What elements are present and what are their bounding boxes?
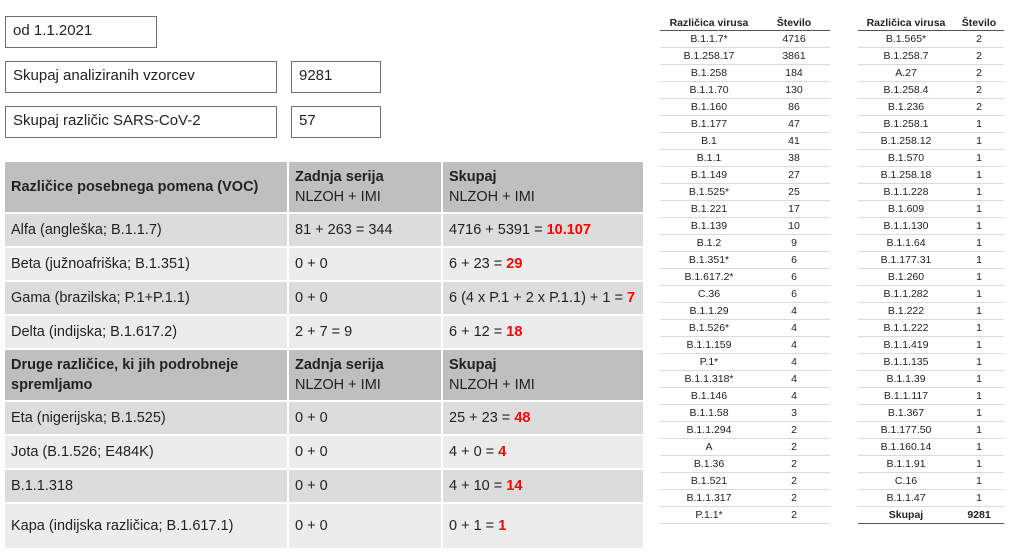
table-row xyxy=(858,388,1004,405)
table-row xyxy=(858,82,1004,99)
variant-count: 1 xyxy=(954,456,1004,473)
header-title: Zadnja serija xyxy=(295,357,384,373)
variant-count: 1 xyxy=(954,473,1004,490)
variant-count: 6 xyxy=(758,286,830,303)
variant-count: 4 xyxy=(758,337,830,354)
variant-name: B.1.149 xyxy=(660,167,758,184)
header-subtitle: NLZOH + IMI xyxy=(295,377,381,393)
table-row xyxy=(660,337,830,354)
variant-counts-right-body xyxy=(858,31,1004,524)
variant-count: 2 xyxy=(758,507,830,524)
variant-name: B.1.2 xyxy=(660,235,758,252)
table-row xyxy=(660,422,830,439)
variant-name: B.1.258.12 xyxy=(858,133,954,150)
variant-name: B.1.1.39 xyxy=(858,371,954,388)
table-row xyxy=(858,456,1004,473)
total-cell xyxy=(442,213,643,247)
table-row xyxy=(858,218,1004,235)
variant-name: B.1.521 xyxy=(660,473,758,490)
table-row xyxy=(5,213,643,247)
samples-value: 9281 xyxy=(291,61,381,93)
table-row xyxy=(660,65,830,82)
total-value: 18 xyxy=(506,324,523,340)
variant-name: B.1.1.159 xyxy=(660,337,758,354)
other-header-total xyxy=(442,349,643,401)
table-row xyxy=(858,269,1004,286)
variant-name: Beta (južnoafriška; B.1.351) xyxy=(5,247,288,281)
table-row xyxy=(660,48,830,65)
table-row xyxy=(858,184,1004,201)
variants-of-concern-table xyxy=(5,162,643,550)
table-row xyxy=(660,218,830,235)
table-row xyxy=(858,405,1004,422)
table-header-row xyxy=(660,16,830,31)
variants-value: 57 xyxy=(291,106,381,138)
variant-name: B.1.146 xyxy=(660,388,758,405)
variant-name: B.1.139 xyxy=(660,218,758,235)
variant-name: B.1.258 xyxy=(660,65,758,82)
variant-count: 2 xyxy=(954,31,1004,48)
table-row xyxy=(858,201,1004,218)
table-row xyxy=(660,99,830,116)
table-row xyxy=(5,469,643,503)
table-row xyxy=(858,150,1004,167)
variant-name: Jota (B.1.526; E484K) xyxy=(5,435,288,469)
variant-count: 6 xyxy=(758,252,830,269)
variant-name: P.1.1* xyxy=(660,507,758,524)
table-row xyxy=(5,401,643,435)
variant-column-header: Različica virusa xyxy=(660,16,758,31)
variant-count: 6 xyxy=(758,269,830,286)
table-row xyxy=(660,439,830,456)
variant-name: B.1.1.117 xyxy=(858,388,954,405)
total-cell xyxy=(442,315,643,349)
last-series-value: 0 + 0 xyxy=(288,469,442,503)
variant-name: B.1.1.70 xyxy=(660,82,758,99)
variant-name: B.1.177 xyxy=(660,116,758,133)
table-row xyxy=(660,473,830,490)
last-series-value: 0 + 0 xyxy=(288,435,442,469)
table-row xyxy=(858,116,1004,133)
table-header-row xyxy=(858,16,1004,31)
table-row xyxy=(858,286,1004,303)
total-value: 48 xyxy=(514,410,531,426)
total-expression: 6 (4 x P.1 + 2 x P.1.1) + 1 = xyxy=(449,290,628,306)
variant-count: 2 xyxy=(954,82,1004,99)
variant-name: B.1.1.64 xyxy=(858,235,954,252)
table-row xyxy=(5,281,643,315)
table-row xyxy=(858,252,1004,269)
variant-count: 4 xyxy=(758,354,830,371)
table-row xyxy=(660,456,830,473)
total-expression: 4716 + 5391 = xyxy=(449,222,547,238)
header-subtitle: NLZOH + IMI xyxy=(295,189,381,205)
header-subtitle: NLZOH + IMI xyxy=(449,189,535,205)
variant-count: 1 xyxy=(954,116,1004,133)
table-row xyxy=(858,65,1004,82)
total-expression: 6 + 12 = xyxy=(449,324,507,340)
variant-name: Delta (indijska; B.1.617.2) xyxy=(5,315,288,349)
variant-count: 4 xyxy=(758,320,830,337)
table-row xyxy=(660,167,830,184)
table-row xyxy=(858,133,1004,150)
variant-count: 1 xyxy=(954,184,1004,201)
variant-count: 4 xyxy=(758,303,830,320)
variant-count: 1 xyxy=(954,320,1004,337)
table-row xyxy=(858,439,1004,456)
variant-count: 4716 xyxy=(758,31,830,48)
variant-name: Eta (nigerijska; B.1.525) xyxy=(5,401,288,435)
table-row xyxy=(5,315,643,349)
variant-count: 17 xyxy=(758,201,830,218)
total-value: 7 xyxy=(627,290,636,306)
samples-label: Skupaj analiziranih vzorcev xyxy=(5,61,277,93)
table-row xyxy=(858,490,1004,507)
total-expression: 4 + 10 = xyxy=(449,478,507,494)
other-variants-header-row xyxy=(5,349,643,401)
variant-name: C.36 xyxy=(660,286,758,303)
variant-name: B.1.258.7 xyxy=(858,48,954,65)
table-row xyxy=(5,503,643,549)
other-header-last-series xyxy=(288,349,442,401)
total-cell xyxy=(442,435,643,469)
variant-name: C.16 xyxy=(858,473,954,490)
table-row xyxy=(660,507,830,524)
variant-count: 1 xyxy=(954,388,1004,405)
variant-count: 184 xyxy=(758,65,830,82)
table-row xyxy=(660,405,830,422)
table-row xyxy=(660,184,830,201)
table-row xyxy=(858,371,1004,388)
variant-count: 38 xyxy=(758,150,830,167)
variant-count: 130 xyxy=(758,82,830,99)
variant-name: B.1.258.17 xyxy=(660,48,758,65)
table-row xyxy=(660,133,830,150)
variant-count: 1 xyxy=(954,133,1004,150)
voc-header-label: Različice posebnega pomena (VOC) xyxy=(5,162,288,213)
table-row xyxy=(660,269,830,286)
total-cell xyxy=(442,469,643,503)
total-expression: 4 + 0 = xyxy=(449,444,499,460)
total-expression: 0 + 1 = xyxy=(449,518,499,534)
variant-name: B.1.351* xyxy=(660,252,758,269)
variant-count: 1 xyxy=(954,286,1004,303)
variant-name: B.1.160.14 xyxy=(858,439,954,456)
variant-count: 1 xyxy=(954,490,1004,507)
variant-count: 1 xyxy=(954,422,1004,439)
table-row xyxy=(858,320,1004,337)
variant-name: B.1.1.91 xyxy=(858,456,954,473)
variant-count: 1 xyxy=(954,269,1004,286)
variant-counts-table-right xyxy=(858,16,1004,524)
variant-name: B.1.525* xyxy=(660,184,758,201)
variant-name: B.1.1.29 xyxy=(660,303,758,320)
voc-header-row xyxy=(5,162,643,213)
table-row xyxy=(660,354,830,371)
table-row xyxy=(660,388,830,405)
variant-count: 3861 xyxy=(758,48,830,65)
total-expression: 25 + 23 = xyxy=(449,410,515,426)
total-value: 10.107 xyxy=(546,222,591,238)
variant-counts-table-left xyxy=(660,16,830,524)
header-title: Zadnja serija xyxy=(295,169,384,185)
variant-name: B.1.258.18 xyxy=(858,167,954,184)
variant-count: 2 xyxy=(758,456,830,473)
voc-header-total xyxy=(442,162,643,213)
variant-name: P.1* xyxy=(660,354,758,371)
table-row xyxy=(858,167,1004,184)
variant-count: 1 xyxy=(954,337,1004,354)
total-cell xyxy=(442,281,643,315)
table-row xyxy=(660,320,830,337)
total-cell xyxy=(442,503,643,549)
variant-count: 1 xyxy=(954,150,1004,167)
header-subtitle: NLZOH + IMI xyxy=(449,377,535,393)
last-series-value: 0 + 0 xyxy=(288,247,442,281)
total-count: 9281 xyxy=(954,507,1004,524)
voc-header-last-series xyxy=(288,162,442,213)
variant-name: B.1.1.228 xyxy=(858,184,954,201)
variant-name: B.1.565* xyxy=(858,31,954,48)
table-row xyxy=(858,303,1004,320)
variant-count: 1 xyxy=(954,201,1004,218)
variant-count: 2 xyxy=(758,439,830,456)
variant-name: Gama (brazilska; P.1+P.1.1) xyxy=(5,281,288,315)
total-value: 1 xyxy=(498,518,507,534)
total-value: 14 xyxy=(506,478,523,494)
variant-count: 2 xyxy=(954,65,1004,82)
variant-count: 2 xyxy=(954,48,1004,65)
variant-name: B.1.1.318* xyxy=(660,371,758,388)
table-row xyxy=(858,422,1004,439)
variant-name: B.1.1.130 xyxy=(858,218,954,235)
variant-count: 2 xyxy=(758,490,830,507)
date-range-box: od 1.1.2021 xyxy=(5,16,157,48)
table-row xyxy=(858,473,1004,490)
variant-name: Kapa (indijska različica; B.1.617.1) xyxy=(5,503,288,549)
table-row xyxy=(660,286,830,303)
variant-count: 4 xyxy=(758,388,830,405)
variant-name: A.27 xyxy=(858,65,954,82)
table-row xyxy=(660,201,830,218)
header-title: Skupaj xyxy=(449,169,497,185)
variant-column-header: Različica virusa xyxy=(858,16,954,31)
variant-count: 10 xyxy=(758,218,830,235)
total-expression: 6 + 23 = xyxy=(449,256,507,272)
variant-count: 9 xyxy=(758,235,830,252)
variant-count: 47 xyxy=(758,116,830,133)
table-row xyxy=(858,235,1004,252)
table-row xyxy=(5,435,643,469)
table-row xyxy=(660,303,830,320)
variant-count: 4 xyxy=(758,371,830,388)
variant-count: 1 xyxy=(954,303,1004,320)
total-cell xyxy=(442,401,643,435)
variant-count: 86 xyxy=(758,99,830,116)
last-series-value: 81 + 263 = 344 xyxy=(288,213,442,247)
table-row xyxy=(858,99,1004,116)
variant-count: 41 xyxy=(758,133,830,150)
variant-name: B.1.367 xyxy=(858,405,954,422)
variant-name: B.1.570 xyxy=(858,150,954,167)
variant-name: B.1.1.222 xyxy=(858,320,954,337)
variant-name: B.1.1.58 xyxy=(660,405,758,422)
variant-name: B.1 xyxy=(660,133,758,150)
total-row xyxy=(858,507,1004,524)
variant-name: B.1.1.318 xyxy=(5,469,288,503)
table-row xyxy=(660,235,830,252)
table-row xyxy=(858,48,1004,65)
variant-name: B.1.36 xyxy=(660,456,758,473)
table-row xyxy=(660,116,830,133)
variant-count: 25 xyxy=(758,184,830,201)
variant-count: 1 xyxy=(954,439,1004,456)
table-row xyxy=(858,31,1004,48)
variants-label: Skupaj različic SARS-CoV-2 xyxy=(5,106,277,138)
variant-name: B.1.1.419 xyxy=(858,337,954,354)
variant-name: B.1.260 xyxy=(858,269,954,286)
variant-counts-left-body xyxy=(660,31,830,524)
variant-name: Alfa (angleška; B.1.1.7) xyxy=(5,213,288,247)
table-row xyxy=(660,150,830,167)
total-value: 29 xyxy=(506,256,523,272)
total-value: 4 xyxy=(498,444,507,460)
variant-count: 1 xyxy=(954,354,1004,371)
variant-name: B.1.609 xyxy=(858,201,954,218)
table-row xyxy=(660,252,830,269)
header-title: Skupaj xyxy=(449,357,497,373)
table-row xyxy=(660,371,830,388)
variant-count: 1 xyxy=(954,218,1004,235)
variant-name: B.1.1.317 xyxy=(660,490,758,507)
variant-name: B.1.177.50 xyxy=(858,422,954,439)
last-series-value: 2 + 7 = 9 xyxy=(288,315,442,349)
variant-name: B.1.258.4 xyxy=(858,82,954,99)
variant-name: B.1.1.294 xyxy=(660,422,758,439)
table-row xyxy=(5,247,643,281)
other-header-label: Druge različice, ki jih podrobneje spremljamo xyxy=(5,349,288,401)
table-row xyxy=(660,490,830,507)
total-label: Skupaj xyxy=(858,507,954,524)
variant-count: 2 xyxy=(758,473,830,490)
variant-name: B.1.221 xyxy=(660,201,758,218)
count-column-header: Število xyxy=(758,16,830,31)
variant-name: B.1.1.7* xyxy=(660,31,758,48)
variant-name: B.1.236 xyxy=(858,99,954,116)
last-series-value: 0 + 0 xyxy=(288,401,442,435)
variant-count: 3 xyxy=(758,405,830,422)
variant-name: B.1.160 xyxy=(660,99,758,116)
variant-name: B.1.177.31 xyxy=(858,252,954,269)
count-column-header: Število xyxy=(954,16,1004,31)
variant-count: 1 xyxy=(954,167,1004,184)
variant-count: 2 xyxy=(758,422,830,439)
variant-count: 27 xyxy=(758,167,830,184)
table-row xyxy=(858,354,1004,371)
variant-name: B.1.526* xyxy=(660,320,758,337)
variant-count: 1 xyxy=(954,371,1004,388)
variant-count: 1 xyxy=(954,405,1004,422)
variant-count: 1 xyxy=(954,235,1004,252)
variant-name: B.1.222 xyxy=(858,303,954,320)
variant-name: B.1.617.2* xyxy=(660,269,758,286)
table-row xyxy=(660,31,830,48)
total-cell xyxy=(442,247,643,281)
variant-name: B.1.258.1 xyxy=(858,116,954,133)
variant-name: B.1.1.282 xyxy=(858,286,954,303)
table-row xyxy=(858,337,1004,354)
variant-count: 1 xyxy=(954,252,1004,269)
variant-name: B.1.1.135 xyxy=(858,354,954,371)
table-row xyxy=(660,82,830,99)
variant-name: B.1.1 xyxy=(660,150,758,167)
last-series-value: 0 + 0 xyxy=(288,503,442,549)
variant-name: B.1.1.47 xyxy=(858,490,954,507)
variant-name: A xyxy=(660,439,758,456)
last-series-value: 0 + 0 xyxy=(288,281,442,315)
variant-count: 2 xyxy=(954,99,1004,116)
